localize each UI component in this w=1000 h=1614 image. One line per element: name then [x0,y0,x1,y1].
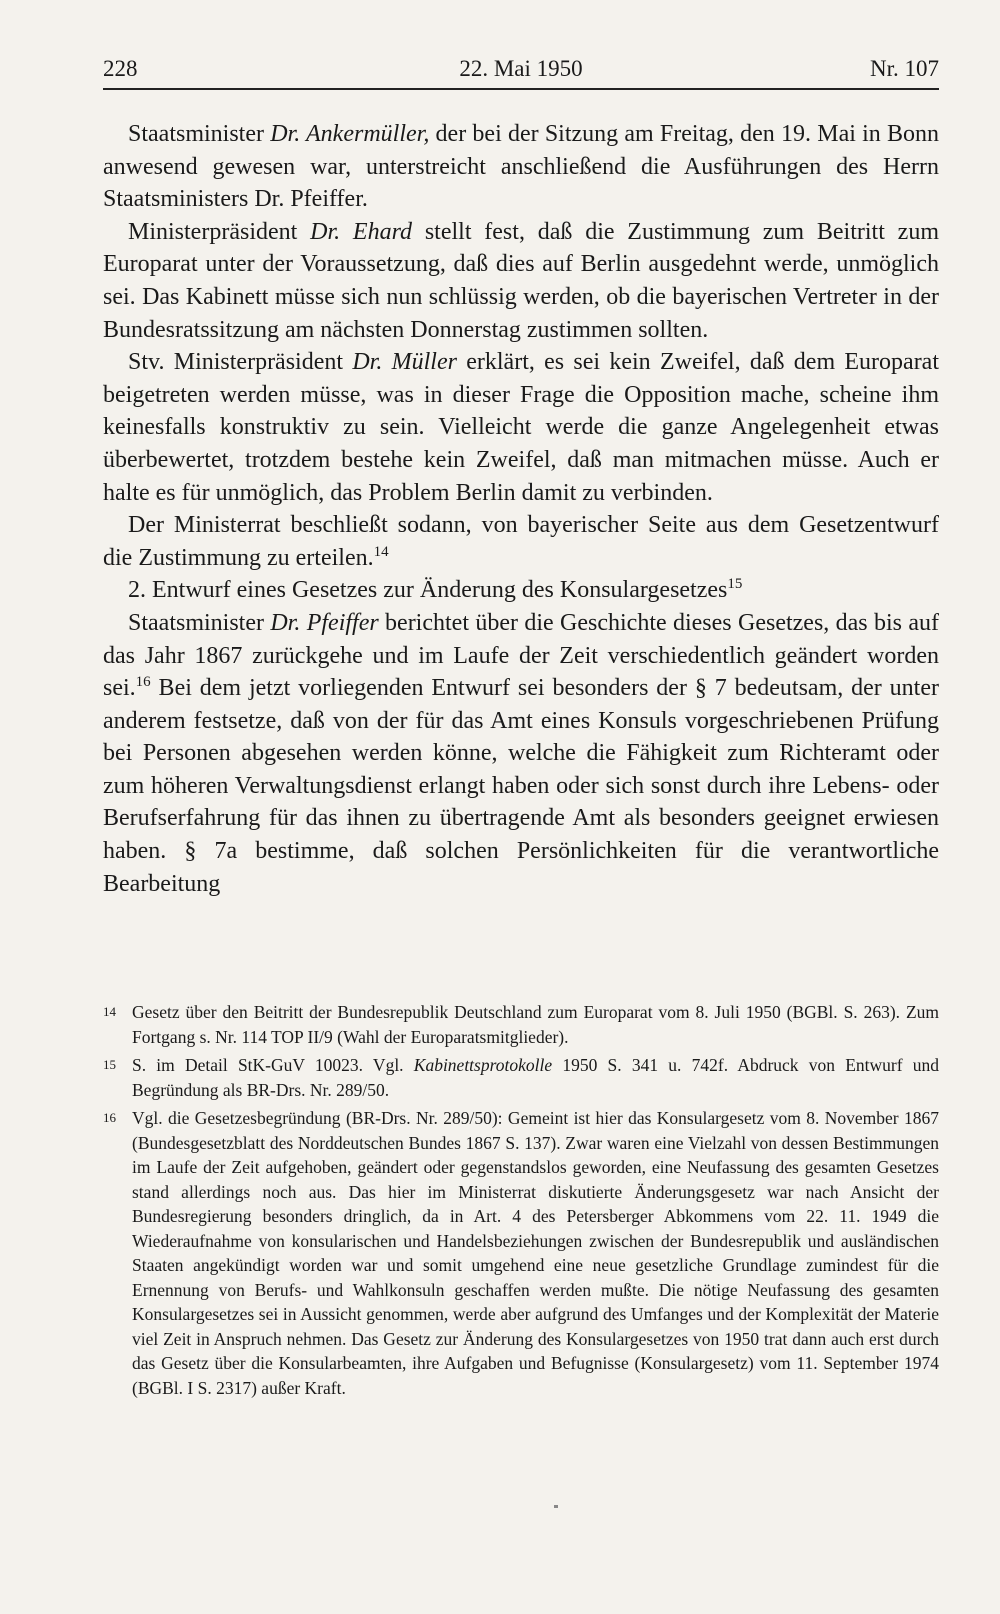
speaker-name: Dr. Ankermüller, [270,121,430,147]
document-number: Nr. 107 [870,56,939,81]
main-text [103,118,939,900]
running-header [103,52,939,90]
speaker-name: Dr. Ehard [310,218,413,245]
footnote-16 [103,1106,939,1400]
speaker-name: Dr. Müller [352,349,457,376]
page-number: 228 [103,56,138,81]
paragraph-resolution: Der Ministerrat beschließt sodann, von bayerischer Seite aus dem Gesetzentwurf die Zustimmung zu erteilen.$^{14}$ [103,512,939,571]
print-speck [554,1505,558,1508]
footnotes [103,1000,939,1404]
footnote-14 [103,1000,939,1049]
footnote-text: Gesetz über den Beitritt der Bundesrepublik Deutschland zum Europarat vom 8. Juli 1950 (BGBl. S. 263). Zum Fortgang s. Nr. 114 TOP II/9 (Wahl der Europaratsmitglieder). [132,1002,939,1047]
footnote-number: 15 [103,1057,116,1072]
cited-work: Kabinettsprotokolle [413,1055,553,1075]
paragraph-ankermueller: Staatsminister Dr. Ankermüller, der bei der Sitzung am Freitag, den 19. Mai in Bonn anwesend gewesen war, unterstreicht anschließend die Ausführungen des Herrn Staatsministers Dr. Pfeiffer. [103,121,940,213]
footnote-ref: 15 [727,576,743,593]
header-date: 22. Mai 1950 [459,56,583,81]
footnote-ref: 16 [135,674,151,691]
footnote-text: Vgl. die Gesetzesbegründung (BR-Drs. Nr. 289/50): Gemeint ist hier das Konsulargesetz vom 8. November 1867 (Bundesgesetzblatt des Norddeutschen Bundes 1867 S. 137). Zwar waren eine Vielzahl von dessen Bestimmungen im Laufe der Zeit aufgehoben, geändert oder gegenstandslos geworden, eine Neufassung des gesamten Gesetzes stand allerdings noch aus. Das hier im Ministerrat diskutierte Änderungsgesetz war nach Ansicht der Bundesregierung besonders dringlich, da in Art. 4 des Petersberger Abkommens vom 22. 11. 1949 die Wiederaufnahme von konsularischen und Handelsbeziehungen zwischen der Bundesrepublik und ausländischen Staaten angekündigt worden war und somit umgehend eine neue gesetzliche Grundlage zumindest für die Ernennung von Berufs- und Wahlkonsuln geschaffen werden mußte. Die nötige Neufassung des gesamten Konsulargesetzes sei in Aussicht genommen, werde aber aufgrund des Umfanges und der Komplexität der Materie viel Zeit in Anspruch nehmen. Das Gesetz zur Änderung des Konsulargesetzes von 1950 trat dann auch erst durch das Gesetz über die Konsularbeamten, ihre Aufgaben und Befugnisse (Konsulargesetz) vom 11. September 1974 (BGBl. I S. 2317) außer Kraft. [132,1108,939,1398]
footnote-15: 15 S. im Detail StK-GuV 10023. Vgl. Kabinettsprotokolle 1950 S. 341 u. 742f. Abdruck von Entwurf und Begründung als BR-Drs. Nr. 289/50. [103,1055,939,1100]
paragraph-ehard: Ministerpräsident Dr. Ehard stellt fest, daß die Zustimmung zum Beitritt zum Europarat unter der Voraussetzung, daß dies auf Berlin ausgedehnt werde, unmöglich sei. Das Kabinett müsse sich nun schlüssig werden, ob die bayerischen Vertreter in der Bundesratssitzung am nächsten Donnerstag zustimmen sollten. [103,218,939,343]
footnote-ref: 14 [373,543,389,560]
agenda-item-heading: 2. Entwurf eines Gesetzes zur Änderung des Konsulargesetzes$^{15}$ [128,576,743,604]
paragraph-mueller: Stv. Ministerpräsident Dr. Müller erklärt, es sei kein Zweifel, daß dem Europarat beigetreten werden müsse, was in dieser Frage die Opposition mache, scheine ihm keinesfalls konstruktiv zu sein. Vielleicht werde die ganze Angelegenheit etwas überbewertet, trotzdem bestehe kein Zweifel, daß man mitmachen müsse. Auch er halte es für unmöglich, das Problem Berlin damit zu verbinden. [103,349,940,506]
speaker-name: Dr. Pfeiffer [270,609,379,636]
paragraph-pfeiffer: Staatsminister Dr. Pfeiffer berichtet über die Geschichte dieses Gesetzes, das bis auf das Jahr 1867 zurückgehe und im Laufe der Zeit verschiedentlich geändert worden sei.$^{16}$ Bei dem jetzt vorliegenden Entwurf sei besonders der § 7 bedeutsam, der unter anderem festsetze, daß von der für das Amt eines Konsuls vorgeschriebenen Prüfung bei Personen abgesehen werden könne, welche die Fähigkeit zum Richteramt oder zum höheren Verwaltungsdienst erlangt haben oder sich sonst durch ihre Lebens- oder Berufserfahrung für das ihnen zu übertragende Amt als besonders geeignet erwiesen haben. § 7a bestimme, daß solchen Persönlichkeiten für die verantwortliche Bearbeitung [103,609,939,897]
footnote-number: 16 [103,1110,116,1125]
footnote-number: 14 [103,1004,116,1019]
